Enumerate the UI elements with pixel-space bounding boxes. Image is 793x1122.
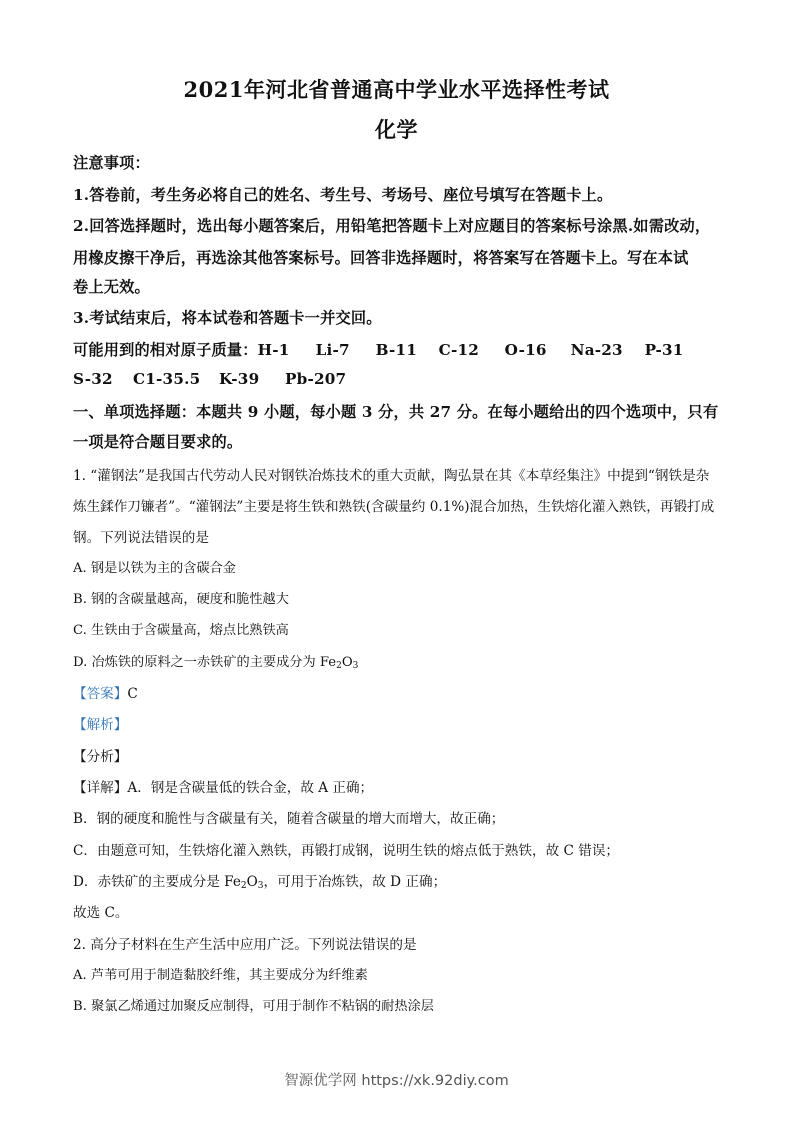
footer-watermark: 智源优学网 https://xk.92diy.com	[284, 1073, 509, 1089]
formula-part: O	[246, 874, 258, 890]
section-1-line-2: 一项是符合题目要求的。	[73, 433, 243, 451]
mass-cl: C1-35.5	[133, 370, 201, 388]
q1-detail-1: 【详解】A．钢是含碳量低的铁合金，故 A 正确；	[73, 780, 374, 796]
mass-p: P-31	[644, 341, 684, 359]
notes-item-1: 1.答卷前，考生务必将自己的姓名、考生号、考场号、座位号填写在答题卡上。	[73, 186, 613, 204]
q1-detail-4-text: D．赤铁矿的主要成分是 Fe	[73, 874, 241, 890]
notes-heading: 注意事项：	[73, 154, 150, 172]
q2-option-a: A. 芦苇可用于制造黏胶纤维，其主要成分为纤维素	[73, 968, 368, 983]
q1-option-b: B. 钢的含碳量越高，硬度和脆性越大	[73, 592, 289, 607]
q1-option-a: A. 钢是以铁为主的含碳合金	[73, 561, 236, 576]
analysis-label: 【解析】	[73, 717, 128, 733]
subscript: 2	[240, 881, 247, 891]
formula-part: O	[341, 655, 353, 670]
mass-s: S-32	[73, 370, 113, 388]
q2-option-b: B. 聚氯乙烯通过加聚反应制得，可用于制作不粘锅的耐热涂层	[73, 999, 434, 1014]
exam-title: 2021年河北省普通高中学业水平选择性考试	[183, 77, 610, 102]
q1-option-d-text: D. 冶炼铁的原料之一赤铁矿的主要成分为 Fe	[73, 655, 337, 670]
q1-detail-4	[73, 870, 446, 891]
q1-conclusion: 故选 C。	[73, 905, 129, 921]
subject-title: 化学	[375, 117, 418, 142]
q1-detail-3: C．由题意可知，生铁熔化灌入熟铁，再锻打成钢，说明生铁的熔点低于熟铁，故 C 错误；	[73, 843, 620, 859]
q2-stem: 2. 高分子材料在生产生活中应用广泛。下列说法错误的是	[73, 937, 417, 953]
subscript: 3	[352, 661, 359, 671]
q1-answer	[73, 682, 138, 702]
fenxi-label: 【分析】	[73, 749, 128, 765]
q1-stem-line-2: 炼生鍒作刀镰者”。“灌钢法”主要是将生铁和熟铁(含碳量约 0.1%)混合加热，生铁熔化灌入熟铁，再锻打成	[73, 499, 715, 515]
mass-c: C-12	[438, 341, 479, 359]
q1-option-d	[73, 651, 358, 671]
answer-value: C	[127, 686, 138, 702]
notes-item-2-line-3: 卷上无效。	[73, 278, 150, 296]
section-1-line-1: 一、单项选择题：本题共 9 小题，每小题 3 分，共 27 分。在每小题给出的四个选项中，只有	[73, 403, 719, 421]
q1-stem-line-1: 1. “灌钢法”是我国古代劳动人民对钢铁冶炼技术的重大贡献，陶弘景在其《本草经集注》中提到“钢铁是杂	[73, 468, 710, 484]
atomic-masses-row-2	[73, 370, 346, 388]
mass-h: H-1	[257, 341, 290, 359]
q1-stem-line-3: 钢。下列说法错误的是	[73, 530, 209, 546]
atomic-masses-label: 可能用到的相对原子质量：	[73, 341, 258, 359]
atomic-masses-row-1	[73, 339, 683, 360]
mass-pb: Pb-207	[285, 370, 347, 388]
mass-na: Na-23	[570, 341, 623, 359]
subscript: 2	[336, 661, 342, 671]
mass-k: K-39	[219, 370, 260, 388]
q1-detail-4-suffix: ，可用于冶炼铁，故 D 正确；	[263, 874, 447, 890]
notes-item-2-line-1: 2.回答选择题时，选出每小题答案后，用铅笔把答题卡上对应题目的答案标号涂黑.如需改动，	[73, 217, 711, 235]
mass-b: B-11	[375, 341, 418, 359]
q1-detail-2: B．钢的硬度和脆性与含碳量有关，随着含碳量的增大而增大，故正确；	[73, 811, 505, 827]
mass-li: Li-7	[315, 341, 350, 359]
answer-label: 【答案】	[73, 686, 128, 702]
subscript: 3	[257, 881, 264, 891]
notes-item-3: 3.考试结束后，将本试卷和答题卡一并交回。	[73, 309, 382, 327]
q1-option-c: C. 生铁由于含碳量高，熔点比熟铁高	[73, 623, 289, 638]
mass-o: O-16	[504, 341, 547, 359]
notes-item-2-line-2: 用橡皮擦干净后，再选涂其他答案标号。回答非选择题时，将答案写在答题卡上。写在本试	[73, 249, 689, 267]
